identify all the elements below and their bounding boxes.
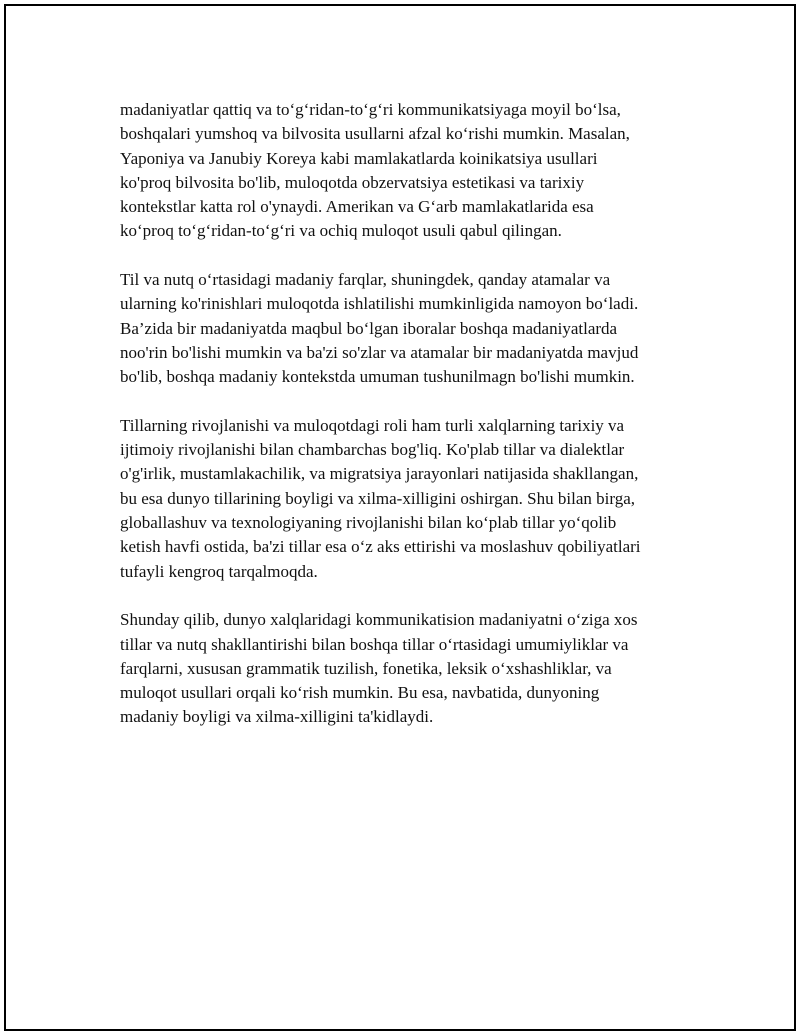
text-line: tillar va nutq shakllantirishi bilan boshqa tillar o‘rtasidagi umumiyliklar va [120, 634, 629, 654]
text-line: ularning ko'rinishlari muloqotda ishlatilishi mumkinligida namoyon bo‘ladi. [120, 294, 639, 314]
text-line: bo'lib, boshqa madaniy kontekstda umuman tushunilmagn bo'lishi mumkin. [120, 367, 635, 387]
text-line: Yaponiya va Janubiy Koreya kabi mamlakatlarda koinikatsiya usullari [120, 148, 598, 168]
text-line: Ba’zida bir madaniyatda maqbul bo‘lgan iboralar boshqa madaniyatlarda [120, 318, 618, 338]
paragraph-1 [120, 98, 700, 244]
text-line: Til va nutq o‘rtasidagi madaniy farqlar, shuningdek, qanday atamalar va [120, 270, 611, 290]
text-line: ko‘proq to‘g‘ridan-to‘g‘ri va ochiq muloqot usuli qabul qilingan. [120, 221, 562, 241]
text-line: globallashuv va texnologiyaning rivojlanishi bilan ko‘plab tillar yo‘qolib [120, 513, 617, 533]
paragraph-3 [120, 414, 700, 584]
text-line: madaniy boyligi va xilma-xilligini ta'kidlaydi. [120, 707, 434, 727]
text-line: bu esa dunyo tillarining boyligi va xilma-xilligini oshirgan. Shu bilan birga, [120, 488, 635, 508]
paragraph-4 [120, 608, 700, 729]
paragraph-2 [120, 268, 700, 389]
text-line: Shunday qilib, dunyo xalqlaridagi kommunikatision madaniyatni o‘ziga xos [120, 610, 638, 630]
text-line: boshqalari yumshoq va bilvosita usullarni afzal ko‘rishi mumkin. Masalan, [120, 124, 630, 144]
text-line: o'g'irlik, mustamlakachilik, va migratsiya jarayonlari natijasida shakllangan, [120, 464, 639, 484]
text-line: kontekstlar katta rol o'ynaydi. Amerikan va G‘arb mamlakatlarida esa [120, 197, 594, 217]
text-line: ketish havfi ostida, ba'zi tillar esa o‘z aks ettirishi va moslashuv qobiliyatlari [120, 537, 641, 557]
text-line: tufayli kengroq tarqalmoqda. [120, 561, 318, 581]
text-line: farqlarni, xususan grammatik tuzilish, fonetika, leksik o‘xshashliklar, va [120, 658, 612, 678]
text-line: ijtimoiy rivojlanishi bilan chambarchas bog'liq. Ko'plab tillar va dialektlar [120, 440, 625, 460]
text-line: muloqot usullari orqali ko‘rish mumkin. Bu esa, navbatida, dunyoning [120, 683, 600, 703]
text-line: Tillarning rivojlanishi va muloqotdagi roli ham turli xalqlarning tarixiy va [120, 415, 625, 435]
text-line: ko'proq bilvosita bo'lib, muloqotda obzervatsiya estetikasi va tarixiy [120, 172, 585, 192]
text-line: madaniyatlar qattiq va to‘g‘ridan-to‘g‘ri kommunikatsiyaga moyil bo‘lsa, [120, 100, 621, 119]
document-body [120, 98, 700, 754]
text-line: noo'rin bo'lishi mumkin va ba'zi so'zlar va atamalar bir madaniyatda mavjud [120, 342, 639, 362]
page-frame [4, 4, 796, 1031]
